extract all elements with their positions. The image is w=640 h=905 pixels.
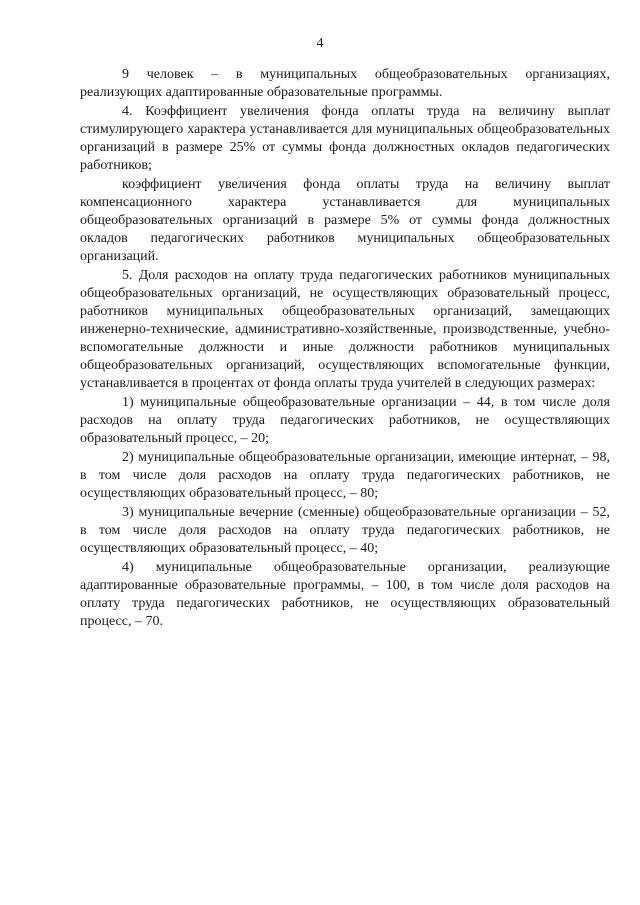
list-item-1: 1) муниципальные общеобразовательные организации – 44, в том числе доля расходов на оплату труда педагогических работников, не осуществляющих образовательный процесс, – 20; bbox=[80, 395, 610, 446]
list-item-4: 4) муниципальные общеобразовательные организации, реализующие адаптированные образовательные программы, – 100, в том числе доля расходов на оплату труда педагогических работников, не осуществляющих образовательный процесс, – 70. bbox=[80, 560, 610, 629]
paragraph-5-expense-share: 5. Доля расходов на оплату труда педагогических работников муниципальных общеобразовательных организаций, не осуществляющих образовательный процесс, работников муниципальных общеобразовательных организаций, замещающих инженерно-технические, административно-хозяйственные, производственные, учебно-вспомогательные должности и иные должности работников муниципальных общеобразовательных организаций, осуществляющих вспомогательные функции, устанавливается в процентах от фонда оплаты труда учителей в следующих размерах: bbox=[80, 268, 610, 391]
page-number: 4 bbox=[316, 36, 324, 51]
list-item-3: 3) муниципальные вечерние (сменные) общеобразовательные организации – 52, в том числе доля расходов на оплату труда педагогических работников, не осуществляющих образовательный процесс, – 40; bbox=[80, 505, 610, 556]
paragraph-4-stimulating-coefficient: 4. Коэффициент увеличения фонда оплаты труда на величину выплат стимулирующего характера устанавливается для муниципальных общеобразовательных организаций в размере 25% от суммы фонда должностных окладов педагогических работников; bbox=[80, 104, 610, 173]
paragraph-9-persons: 9 человек – в муниципальных общеобразовательных организациях, реализующих адаптированные образовательные программы. bbox=[80, 67, 610, 100]
list-item-2: 2) муниципальные общеобразовательные организации, имеющие интернат, – 98, в том числе доля расходов на оплату труда педагогических работников, не осуществляющих образовательный процесс, – 80; bbox=[80, 450, 610, 501]
document-body bbox=[80, 66, 610, 632]
paragraph-compensation-coefficient: коэффициент увеличения фонда оплаты труда на величину выплат компенсационного характера устанавливается для муниципальных общеобразовательных организаций в размере 5% от суммы фонда должностных окладов педагогических работников муниципальных общеобразовательных организаций. bbox=[80, 177, 610, 264]
